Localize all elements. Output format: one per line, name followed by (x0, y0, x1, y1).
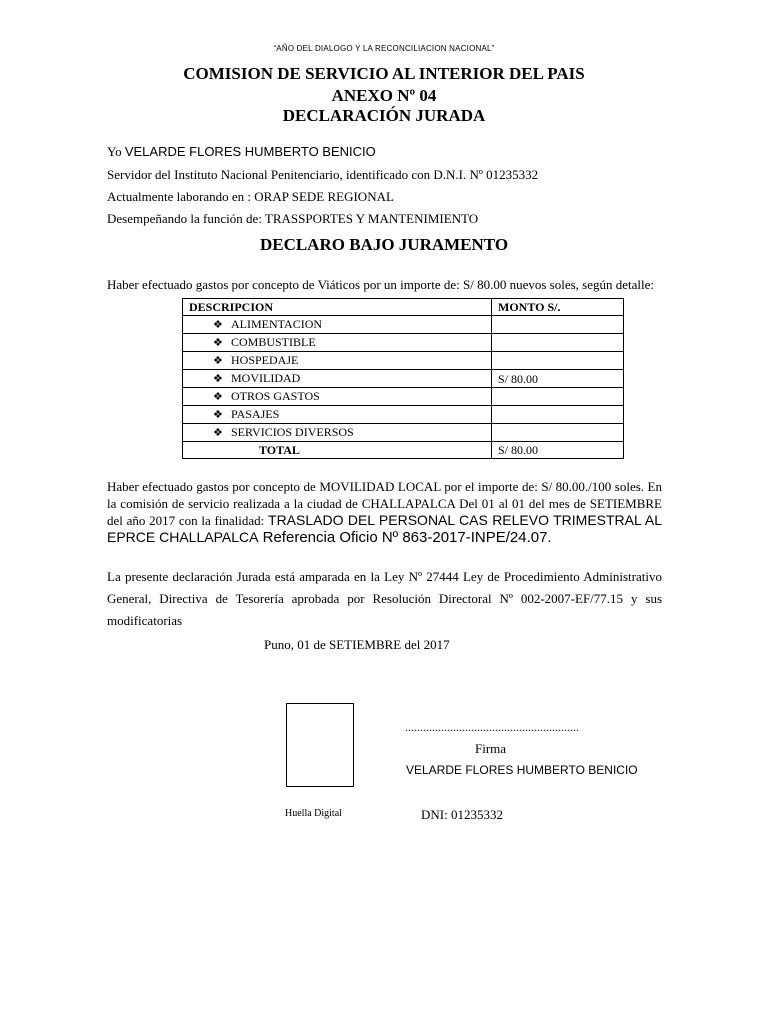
expense-label: COMBUSTIBLE (231, 335, 316, 349)
expense-label: SERVICIOS DIVERSOS (231, 425, 354, 439)
column-header-amount: MONTO S/. (492, 299, 624, 316)
signature-line: .......................................................... (405, 720, 579, 734)
commission-purpose: TRASLADO DEL PERSONAL CAS RELEVO TRIMESTRAL AL EPRCE CHALLAPALCA (107, 512, 662, 545)
table-row (183, 334, 624, 352)
table-row (183, 424, 624, 442)
bullet-icon: ❖ (213, 355, 223, 367)
movilidad-text: Haber efectuado gastos por concepto de MOVILIDAD LOCAL por el importe de: S/ 80.00./100 soles. En la comisión de servicio realizada a la ciudad de CHALLAPALCA Del 01 al 01 del mes de SETIEMBRE del año 2017 con la finalidad: (107, 479, 662, 528)
bullet-icon: ❖ (213, 391, 223, 403)
national-motto: “AÑO DEL DIALOGO Y LA RECONCILIACION NACIONAL” (273, 44, 495, 53)
annex-number: ANEXO Nº 04 (331, 86, 437, 105)
column-header-description: DESCRIPCION (183, 299, 492, 316)
expense-amount (492, 316, 624, 334)
expense-label: ALIMENTACION (231, 317, 323, 331)
viaticos-line: Haber efectuado gastos por concepto de Viáticos por un importe de: S/ 80.00 nuevos soles, según detalle: (107, 277, 655, 292)
expense-label: OTROS GASTOS (231, 389, 320, 403)
expense-amount (492, 388, 624, 406)
document-title: COMISION DE SERVICIO AL INTERIOR DEL PAIS (183, 64, 585, 83)
place-and-date: Puno, 01 de SETIEMBRE del 2017 (264, 637, 450, 652)
total-label: TOTAL (183, 442, 492, 459)
table-header-row (183, 299, 624, 316)
oath-heading: DECLARO BAJO JURAMENTO (259, 235, 509, 254)
table-row (183, 370, 624, 388)
signature-label: Firma (475, 741, 507, 756)
table-row (183, 352, 624, 370)
total-amount: S/ 80.00 (492, 442, 624, 459)
declarant-intro (107, 144, 376, 160)
expense-amount (492, 352, 624, 370)
workplace-line: Actualmente laborando en : ORAP SEDE REGIONAL (107, 189, 394, 204)
legal-basis-paragraph: La presente declaración Jurada está amparada en la Ley Nº 27444 Ley de Procedimiento Administrativo General, Directiva de Tesorería aprobada por Resolución Directoral Nº 002-2007-EF/77.15 y sus modificatorias (107, 569, 662, 628)
fingerprint-box (286, 703, 354, 787)
intro-prefix: Yo (107, 144, 125, 159)
signer-dni: DNI: 01235332 (421, 807, 503, 822)
expense-label: MOVILIDAD (231, 371, 301, 385)
reference-document: Referencia Oficio Nº 863-2017-INPE/24.07. (258, 529, 552, 546)
bullet-icon: ❖ (213, 337, 223, 349)
movilidad-paragraph (107, 478, 662, 546)
bullet-icon: ❖ (213, 319, 223, 331)
document-subtitle: DECLARACIÓN JURADA (282, 106, 486, 125)
expense-amount (492, 406, 624, 424)
function-line: Desempeñando la función de: TRASSPORTES Y MANTENIMIENTO (107, 211, 479, 226)
expense-label: PASAJES (231, 407, 280, 421)
bullet-icon: ❖ (213, 427, 223, 439)
bullet-icon: ❖ (213, 373, 223, 385)
expense-amount (492, 334, 624, 352)
servidor-line: Servidor del Instituto Nacional Penitenciario, identificado con D.N.I. Nº 01235332 (107, 167, 539, 182)
expense-amount (492, 424, 624, 442)
declarant-name: VELARDE FLORES HUMBERTO BENICIO (124, 144, 376, 159)
signer-name: VELARDE FLORES HUMBERTO BENICIO (406, 763, 638, 777)
table-row (183, 406, 624, 424)
bullet-icon: ❖ (213, 409, 223, 421)
expense-table (182, 298, 624, 459)
table-row (183, 316, 624, 334)
expense-label: HOSPEDAJE (231, 353, 299, 367)
fingerprint-label: Huella Digital (285, 808, 342, 819)
expense-amount: S/ 80.00 (492, 370, 624, 388)
table-total-row (183, 442, 624, 459)
table-row (183, 388, 624, 406)
